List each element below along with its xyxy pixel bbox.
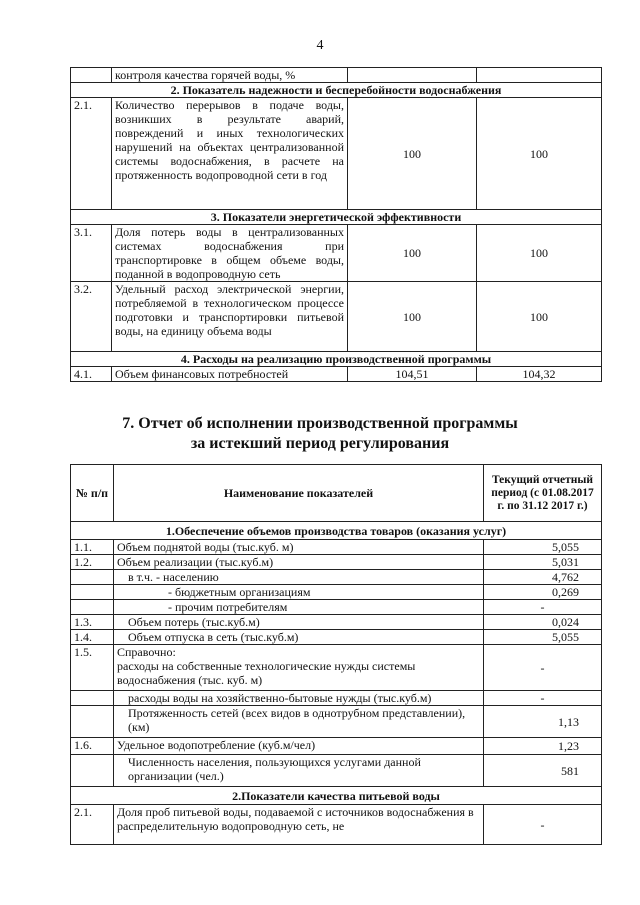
- value-planned: [348, 68, 477, 83]
- section-title: 2. Показатель надежности и бесперебойности водоснабжения: [71, 83, 602, 98]
- indicator-name: Доля потерь воды в централизованных системах водоснабжения при транспортировке в общем объеме воды, поданной в водопроводную сеть: [112, 225, 348, 282]
- table-row: [71, 98, 602, 210]
- table-header-row: [71, 465, 602, 522]
- row-number: 3.2.: [71, 282, 112, 352]
- indicator-name: Объем финансовых потребностей: [112, 367, 348, 382]
- header-value: Текущий отчетный период (с 01.08.2017 г. по 31.12 2017 г.): [484, 465, 602, 522]
- value-actual: 100: [477, 225, 602, 282]
- value-actual: 100: [477, 282, 602, 352]
- indicator-name: Справочно: расходы на собственные технологические нужды системы водоснабжения (тыс. куб. м): [114, 645, 484, 691]
- indicator-name: Объем поднятой воды (тыс.куб. м): [114, 540, 484, 555]
- row-number: [71, 68, 112, 83]
- section-row: [71, 83, 602, 98]
- table-row: [71, 615, 602, 630]
- row-number: [71, 600, 114, 615]
- value-current: -: [484, 691, 602, 706]
- table-row: [71, 585, 602, 600]
- row-number: 1.5.: [71, 645, 114, 691]
- row-number: 1.1.: [71, 540, 114, 555]
- section-row: [71, 352, 602, 367]
- indicator-name: Доля проб питьевой воды, подаваемой с источников водоснабжения в распределительную водопроводную сеть, не: [114, 805, 484, 845]
- row-number: 1.2.: [71, 555, 114, 570]
- table-row: [71, 225, 602, 282]
- value-current: 4,762: [484, 570, 602, 585]
- section-title: 2.Показатели качества питьевой воды: [71, 787, 602, 805]
- indicators-table: [70, 67, 602, 382]
- page-number: 4: [316, 38, 324, 53]
- row-number: [71, 755, 114, 787]
- table-row: [71, 805, 602, 845]
- value-current: 1,23: [484, 738, 602, 755]
- value-current: -: [484, 645, 602, 691]
- indicator-name: Объем отпуска в сеть (тыс.куб.м): [114, 630, 484, 645]
- row-number: [71, 691, 114, 706]
- row-number: [71, 585, 114, 600]
- indicator-name: Удельное водопотребление (куб.м/чел): [114, 738, 484, 755]
- header-name: Наименование показателей: [114, 465, 484, 522]
- value-actual: 104,32: [477, 367, 602, 382]
- indicator-name: Удельный расход электрической энергии, потребляемой в технологическом процессе подготовки и транспортировки питьевой воды, на единицу объема воды: [112, 282, 348, 352]
- section-7-title-line1: 7. Отчет об исполнении производственной программы: [122, 415, 518, 432]
- table-row: [71, 755, 602, 787]
- table-row: [71, 68, 602, 83]
- row-number: 1.4.: [71, 630, 114, 645]
- indicator-name: Протяженность сетей (всех видов в однотрубном представлении), (км): [114, 706, 484, 738]
- section-title: 3. Показатели энергетической эффективности: [71, 210, 602, 225]
- table-row: [71, 540, 602, 555]
- section-7-title: [0, 414, 640, 454]
- value-planned: 104,51: [348, 367, 477, 382]
- table-row: [71, 600, 602, 615]
- indicator-name: - прочим потребителям: [114, 600, 484, 615]
- section-row: [71, 210, 602, 225]
- value-actual: 100: [477, 98, 602, 210]
- indicator-name: Объем потерь (тыс.куб.м): [114, 615, 484, 630]
- value-current: -: [484, 600, 602, 615]
- row-number: 2.1.: [71, 805, 114, 845]
- indicator-name: Количество перерывов в подаче воды, возникших в результате аварий, повреждений и иных технологических нарушений на объектах централизованной системы водоснабжения, в расчете на протяженность водопроводной сети в год: [112, 98, 348, 210]
- table-row: [71, 738, 602, 755]
- value-current: 5,055: [484, 630, 602, 645]
- indicator-name: - бюджетным организациям: [114, 585, 484, 600]
- indicator-name: Объем реализации (тыс.куб.м): [114, 555, 484, 570]
- table-row: [71, 691, 602, 706]
- table-row: [71, 645, 602, 691]
- section-title: 1.Обеспечение объемов производства товаров (оказания услуг): [71, 522, 602, 540]
- value-current: 581: [484, 755, 602, 787]
- row-number: 2.1.: [71, 98, 112, 210]
- section-row: [71, 522, 602, 540]
- table-row: [71, 706, 602, 738]
- row-number: 3.1.: [71, 225, 112, 282]
- value-current: 0,269: [484, 585, 602, 600]
- row-number: [71, 706, 114, 738]
- row-number: 1.3.: [71, 615, 114, 630]
- value-planned: 100: [348, 225, 477, 282]
- indicator-name: расходы воды на хозяйственно-бытовые нужды (тыс.куб.м): [114, 691, 484, 706]
- value-planned: 100: [348, 282, 477, 352]
- section-title: 4. Расходы на реализацию производственной программы: [71, 352, 602, 367]
- table-row: [71, 555, 602, 570]
- indicator-name: Численность населения, пользующихся услугами данной организации (чел.): [114, 755, 484, 787]
- table-row: [71, 570, 602, 585]
- indicator-name: в т.ч. - населению: [114, 570, 484, 585]
- value-current: 5,031: [484, 555, 602, 570]
- table-row: [71, 282, 602, 352]
- section-7-title-line2: за истекший период регулирования: [190, 435, 450, 452]
- table-row: [71, 630, 602, 645]
- value-current: -: [484, 805, 602, 845]
- program-report-table: [70, 464, 602, 845]
- row-number: 1.6.: [71, 738, 114, 755]
- header-num: № п/п: [71, 465, 114, 522]
- section-row: [71, 787, 602, 805]
- value-current: 0,024: [484, 615, 602, 630]
- row-number: [71, 570, 114, 585]
- row-number: 4.1.: [71, 367, 112, 382]
- value-current: 5,055: [484, 540, 602, 555]
- indicator-name: контроля качества горячей воды, %: [112, 68, 348, 83]
- value-planned: 100: [348, 98, 477, 210]
- value-actual: [477, 68, 602, 83]
- table-row: [71, 367, 602, 382]
- value-current: 1,13: [484, 706, 602, 738]
